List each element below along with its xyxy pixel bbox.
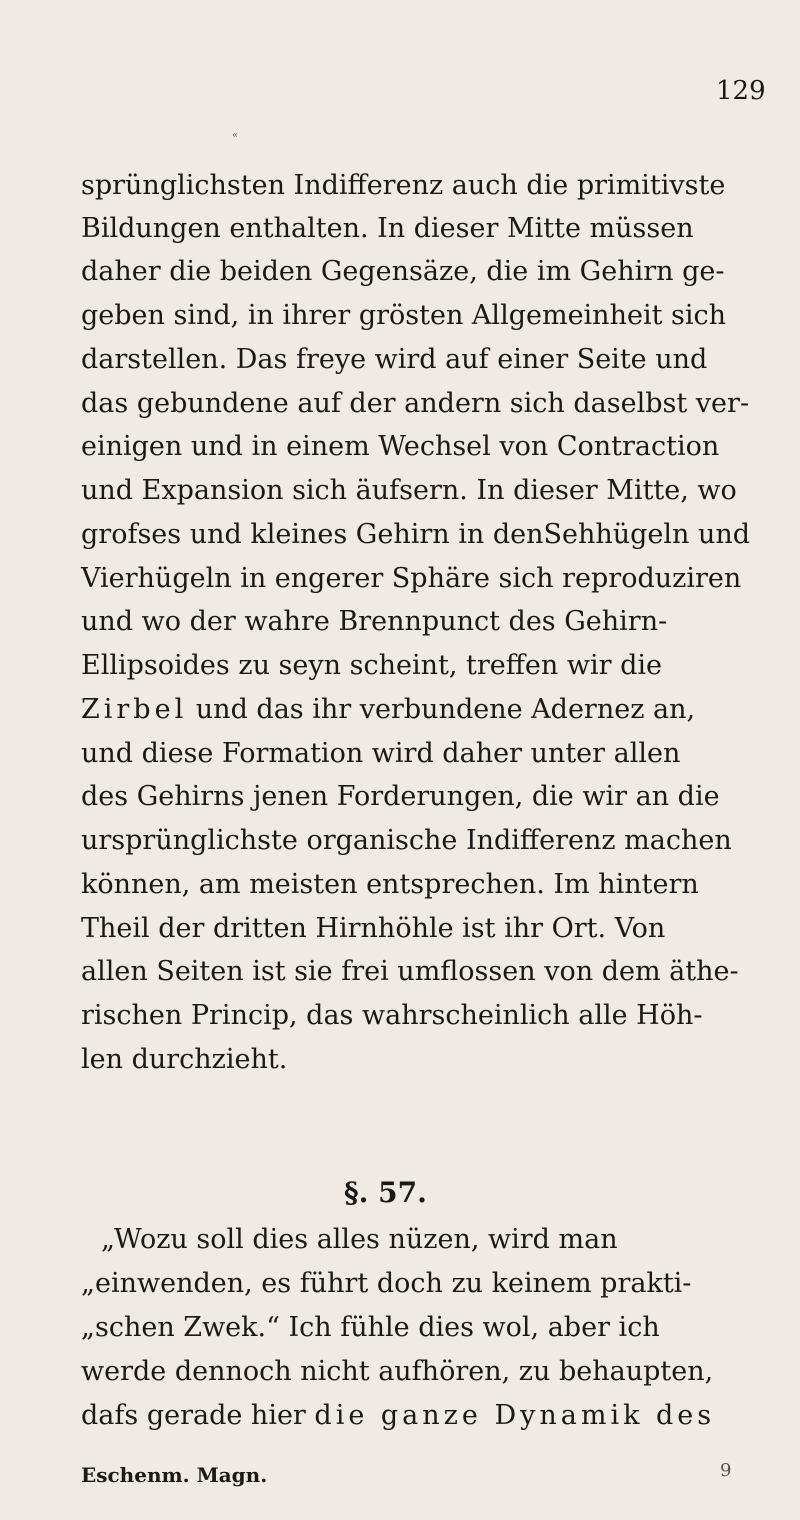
text-line: und Expansion sich äufsern. In dieser Mitte, wo — [81, 475, 737, 506]
text-line: „Wozu soll dies alles nüzen, wird man — [101, 1224, 618, 1255]
text-line: darstellen. Das freye wird auf einer Seite und — [81, 344, 708, 375]
text-line: ursprünglichste organische Indifferenz machen — [81, 825, 732, 856]
text-line: Bildungen enthalten. In dieser Mitte müssen — [81, 213, 694, 244]
text-line: rischen Princip, das wahrscheinlich alle Höh- — [81, 1000, 703, 1031]
text-line: können, am meisten entsprechen. Im hintern — [81, 869, 699, 900]
text-line: allen Seiten ist sie frei umflossen von dem äthe- — [81, 956, 739, 987]
spaced-phrase: die ganze Dynamik des — [314, 1400, 716, 1431]
text-line — [81, 694, 800, 726]
section-heading: §. 57. — [344, 1176, 427, 1209]
line-rest: und das ihr verbundene Adernez an, — [187, 694, 696, 725]
text-line: „schen Zwek.“ Ich fühle dies wol, aber ich — [81, 1312, 660, 1343]
footer-signature: Eschenm. Magn. — [81, 1463, 268, 1487]
text-line: grofses und kleines Gehirn in denSehhügeln und — [81, 519, 751, 550]
footer-mark: 9 — [720, 1460, 732, 1481]
text-line: einigen und in einem Wechsel von Contraction — [81, 431, 720, 462]
top-mark: « — [232, 130, 239, 141]
text-line: Theil der dritten Hirnhöhle ist ihr Ort. Von — [81, 913, 666, 944]
text-line: sprünglichsten Indifferenz auch die primitivste — [81, 170, 726, 201]
text-line: des Gehirns jenen Forderungen, die wir an die — [81, 781, 720, 812]
text-line: das gebundene auf der andern sich daselbst ver- — [81, 388, 750, 419]
page-number: 129 — [716, 76, 766, 106]
text-line — [81, 1400, 800, 1432]
text-line: werde dennoch nicht aufhören, zu behaupten, — [81, 1356, 714, 1387]
text-line: geben sind, in ihrer grösten Allgemeinheit sich — [81, 300, 727, 331]
text-line: „einwenden, es führt doch zu keinem prakti- — [81, 1268, 692, 1299]
line-normal: dafs gerade hier — [81, 1400, 315, 1431]
text-line: len durchzieht. — [81, 1044, 288, 1075]
text-line: daher die beiden Gegensäze, die im Gehirn ge- — [81, 256, 725, 287]
text-line: und diese Formation wird daher unter allen — [81, 738, 681, 769]
text-line: Ellipsoides zu seyn scheint, treffen wir die — [81, 650, 662, 681]
text-line: Vierhügeln in engerer Sphäre sich reproduziren — [81, 563, 742, 594]
text-line: und wo der wahre Brennpunct des Gehirn- — [81, 606, 668, 637]
spaced-word: Zirbel — [81, 694, 188, 725]
